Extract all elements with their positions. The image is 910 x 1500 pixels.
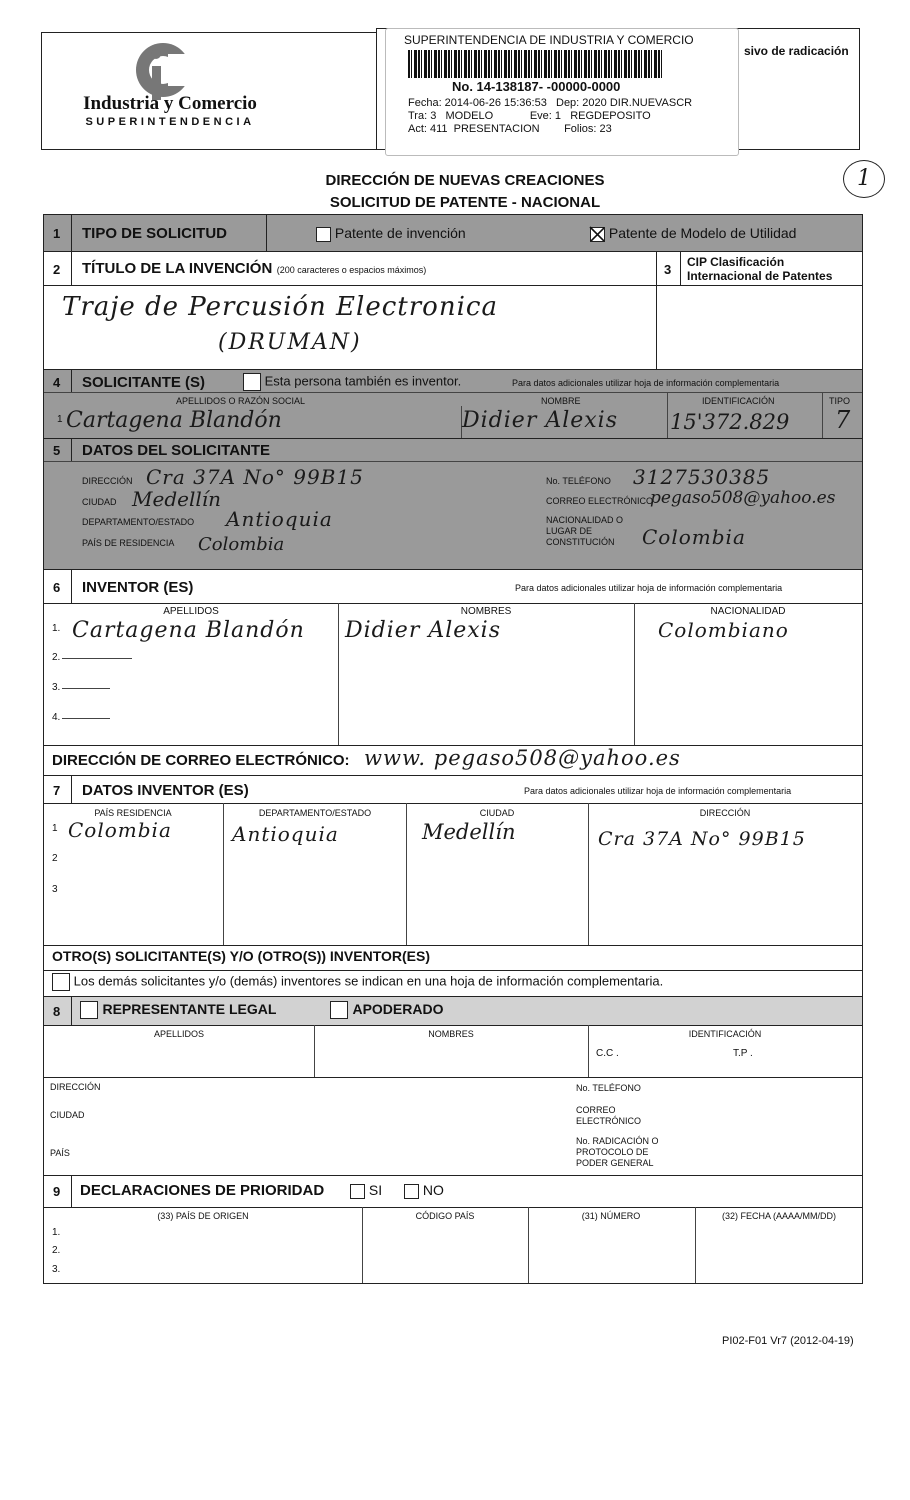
stamp-number: No. 14-138187- -00000-0000 <box>452 79 621 94</box>
pais-residencia-label: PAÍS DE RESIDENCIA <box>82 538 175 548</box>
solicitante-departamento[interactable]: Antioquia <box>226 507 333 531</box>
invention-title-line2[interactable]: (DRUMAN) <box>218 330 362 355</box>
apoderado-label: APODERADO <box>352 1001 444 1018</box>
section-6-number: 6 <box>53 580 61 595</box>
section-3-label <box>687 255 832 283</box>
col-inv-apellidos: APELLIDOS <box>163 606 219 617</box>
rep-radicacion-line2: PROTOCOLO DE <box>576 1147 649 1157</box>
inventor-nombres[interactable]: Didier Alexis <box>345 618 501 643</box>
section-5-label: DATOS DEL SOLICITANTE <box>82 442 271 459</box>
section-2-note: (200 caracteres o espacios máximos) <box>276 265 427 275</box>
rep-cc: C.C . <box>596 1048 619 1059</box>
inventor-departamento[interactable]: Antioquia <box>232 822 339 846</box>
col-apellidos-razon: APELLIDOS O RAZÓN SOCIAL <box>176 396 306 406</box>
section-4-number: 4 <box>53 375 61 390</box>
solicitante-ciudad[interactable]: Medellín <box>132 487 222 511</box>
prioridad-si-label: SI <box>368 1182 383 1198</box>
inventor-nacionalidad[interactable]: Colombiano <box>658 618 789 642</box>
rep-telefono-label: No. TELÉFONO <box>576 1083 641 1093</box>
dato-row-1: 1 <box>52 823 58 834</box>
option-patente-modelo[interactable] <box>590 225 796 242</box>
rep-tp: T.P . <box>733 1048 753 1059</box>
dato-row-2: 2 <box>52 853 58 864</box>
inventor-row-3: 3. <box>52 682 61 693</box>
apoderado-option[interactable] <box>330 1001 443 1019</box>
solicitante-nombre[interactable]: Didier Alexis <box>462 408 618 433</box>
email-line-label: DIRECCIÓN DE CORREO ELECTRÓNICO: <box>52 752 350 769</box>
section-6-label: INVENTOR (ES) <box>82 579 194 596</box>
checkbox-no[interactable] <box>404 1184 419 1199</box>
rep-correo-line2: ELECTRÓNICO <box>576 1116 642 1126</box>
prioridad-row-1: 1. <box>52 1227 61 1238</box>
page-number-mark <box>843 160 885 198</box>
section-9-number: 9 <box>53 1184 61 1199</box>
checkbox-invencion[interactable] <box>316 227 331 242</box>
rep-correo-line1: CORREO <box>576 1105 616 1115</box>
rep-col-nombres: NOMBRES <box>428 1029 474 1039</box>
section-3-label-line2: Internacional de Patentes <box>687 269 833 283</box>
solicitante-row-number: 1 <box>57 414 63 425</box>
stamp-line3: Act: 411 PRESENTACION Folios: 23 <box>408 123 612 135</box>
invention-title-line1[interactable]: Traje de Percusión Electronica <box>62 292 498 322</box>
page-number-text: 1 <box>857 166 871 191</box>
prioridad-row-3: 3. <box>52 1264 61 1275</box>
form-title-line2: SOLICITUD DE PATENTE - NACIONAL <box>329 194 601 211</box>
header-logo-box <box>41 32 377 150</box>
sic-logo <box>128 40 198 100</box>
inventor-checkbox[interactable] <box>243 373 461 391</box>
inventor-direccion[interactable]: Cra 37A No° 99B15 <box>598 828 806 850</box>
nacionalidad-label-line2: LUGAR DE <box>546 526 593 536</box>
col-numero: (31) NÚMERO <box>581 1211 641 1221</box>
solicitante-tipo[interactable]: 7 <box>835 406 851 434</box>
section-8-number: 8 <box>53 1004 61 1019</box>
section-3-label-line1: CIP Clasificación <box>687 255 785 269</box>
section-4-note: Para datos adicionales utilizar hoja de información complementaria <box>512 378 780 388</box>
section-7-label: DATOS INVENTOR (ES) <box>82 782 249 799</box>
col-nombre: NOMBRE <box>541 396 581 406</box>
checkbox-apoderado[interactable] <box>330 1001 348 1019</box>
section-1-number: 1 <box>53 226 61 241</box>
col-departamento: DEPARTAMENTO/ESTADO <box>258 808 372 818</box>
checkbox-also-inventor[interactable] <box>243 373 261 391</box>
inventor-row-1: 1. <box>52 623 61 634</box>
otros-label: OTRO(S) SOLICITANTE(S) Y/O (OTRO(S)) INVENTOR(ES) <box>52 948 430 964</box>
solicitante-nacionalidad[interactable]: Colombia <box>642 525 746 549</box>
inventor-apellidos[interactable]: Cartagena Blandón <box>72 618 305 643</box>
col-codigo-pais: CÓDIGO PAÍS <box>415 1211 475 1221</box>
rep-col-identificacion: IDENTIFICACIÓN <box>688 1029 762 1039</box>
rep-pais-label: PAÍS <box>50 1148 70 1158</box>
prioridad-no[interactable] <box>404 1182 444 1199</box>
departamento-label: DEPARTAMENTO/ESTADO <box>82 517 195 527</box>
direccion-label: DIRECCIÓN <box>82 476 133 486</box>
nacionalidad-label-line1: NACIONALIDAD O <box>546 515 624 525</box>
col-pais-residencia: PAÍS RESIDENCIA <box>94 808 172 818</box>
section-3-number: 3 <box>664 262 672 277</box>
col-tipo: TIPO <box>829 396 851 406</box>
telefono-label: No. TELÉFONO <box>546 476 611 486</box>
barcode <box>408 50 664 78</box>
col-fecha: (32) FECHA (AAAA/MM/DD) <box>721 1211 836 1221</box>
otros-checkbox-text: Los demás solicitantes y/o (demás) inventores se indican en una hoja de información complementaria. <box>73 973 664 989</box>
stamp-line1: Fecha: 2014-06-26 15:36:53 Dep: 2020 DIR.NUEVASCR <box>408 97 693 109</box>
section-6-note: Para datos adicionales utilizar hoja de información complementaria <box>515 583 783 593</box>
option-modelo-label: Patente de Modelo de Utilidad <box>608 225 797 241</box>
radicacion-label: sivo de radicación <box>744 44 849 58</box>
inventor-ciudad[interactable]: Medellín <box>422 820 516 844</box>
ciudad-label: CIUDAD <box>82 497 117 507</box>
option-patente-invencion[interactable] <box>316 225 466 242</box>
logo-line1: Industria y Comercio <box>83 93 257 114</box>
inventor-row-2: 2. <box>52 652 61 663</box>
option-invencion-label: Patente de invención <box>334 225 466 241</box>
inventor-checkbox-label: Esta persona también es inventor. <box>264 373 462 389</box>
section-7-note: Para datos adicionales utilizar hoja de información complementaria <box>524 786 792 796</box>
stamp-title: SUPERINTENDENCIA DE INDUSTRIA Y COMERCIO <box>404 33 694 47</box>
prioridad-no-label: NO <box>422 1182 444 1198</box>
otros-checkbox-row[interactable] <box>52 973 663 991</box>
section-7-number: 7 <box>53 783 61 798</box>
rep-radicacion-line1: No. RADICACIÓN O <box>576 1136 659 1146</box>
stamp-line2: Tra: 3 MODELO Eve: 1 REGDEPOSITO <box>408 110 651 122</box>
solicitante-apellidos[interactable]: Cartagena Blandón <box>66 408 282 433</box>
col-direccion: DIRECCIÓN <box>699 808 751 818</box>
rep-radicacion-label <box>576 1136 659 1169</box>
solicitante-pais[interactable]: Colombia <box>198 534 285 555</box>
rep-direccion-label: DIRECCIÓN <box>50 1082 101 1092</box>
col-inv-nombres: NOMBRES <box>460 606 512 617</box>
checkbox-si[interactable] <box>350 1184 365 1199</box>
correo-label: CORREO ELECTRÓNICO <box>546 496 654 506</box>
rep-ciudad-label: CIUDAD <box>50 1110 85 1120</box>
dato-row-3: 3 <box>52 884 58 895</box>
solicitante-identificacion[interactable]: 15'372.829 <box>670 410 790 434</box>
checkbox-modelo-checked[interactable] <box>590 227 605 242</box>
section-1-label: TIPO DE SOLICITUD <box>82 225 228 242</box>
email-line-value[interactable]: www. pegaso508@yahoo.es <box>364 746 681 770</box>
solicitante-telefono[interactable]: 3127530385 <box>633 465 771 489</box>
nacionalidad-label <box>546 515 623 548</box>
section-4-label: SOLICITANTE (S) <box>82 374 206 391</box>
rep-col-apellidos: APELLIDOS <box>153 1029 205 1039</box>
rep-radicacion-line3: PODER GENERAL <box>576 1158 654 1168</box>
logo-line2: SUPERINTENDENCIA <box>85 116 255 128</box>
prioridad-row-2: 2. <box>52 1245 61 1256</box>
col-pais-origen: (33) PAÍS DE ORIGEN <box>157 1211 249 1221</box>
section-9-label: DECLARACIONES DE PRIORIDAD <box>80 1182 325 1199</box>
section-2-title <box>82 260 426 278</box>
form-code: PI02-F01 Vr7 (2012-04-19) <box>722 1335 854 1347</box>
col-inv-nacionalidad: NACIONALIDAD <box>710 606 786 617</box>
section-2-label: TÍTULO DE LA INVENCIÓN <box>82 260 273 277</box>
representante-label: REPRESENTANTE LEGAL <box>102 1001 277 1018</box>
inventor-row-4: 4. <box>52 712 61 723</box>
checkbox-representante[interactable] <box>80 1001 98 1019</box>
inventor-pais[interactable]: Colombia <box>68 818 172 842</box>
section-2-number: 2 <box>53 262 61 277</box>
section-5-number: 5 <box>53 443 61 458</box>
representante-option[interactable] <box>80 1001 276 1019</box>
solicitante-email[interactable]: pegaso508@yahoo.es <box>650 488 836 508</box>
form-title-line1: DIRECCIÓN DE NUEVAS CREACIONES <box>325 172 605 189</box>
prioridad-si[interactable] <box>350 1182 382 1199</box>
solicitante-direccion[interactable]: Cra 37A No° 99B15 <box>146 465 364 489</box>
checkbox-otros[interactable] <box>52 973 70 991</box>
col-identificacion: IDENTIFICACIÓN <box>702 396 775 406</box>
nacionalidad-label-line3: CONSTITUCIÓN <box>546 537 615 547</box>
rep-correo-label <box>576 1105 641 1127</box>
col-ciudad: CIUDAD <box>479 808 515 818</box>
